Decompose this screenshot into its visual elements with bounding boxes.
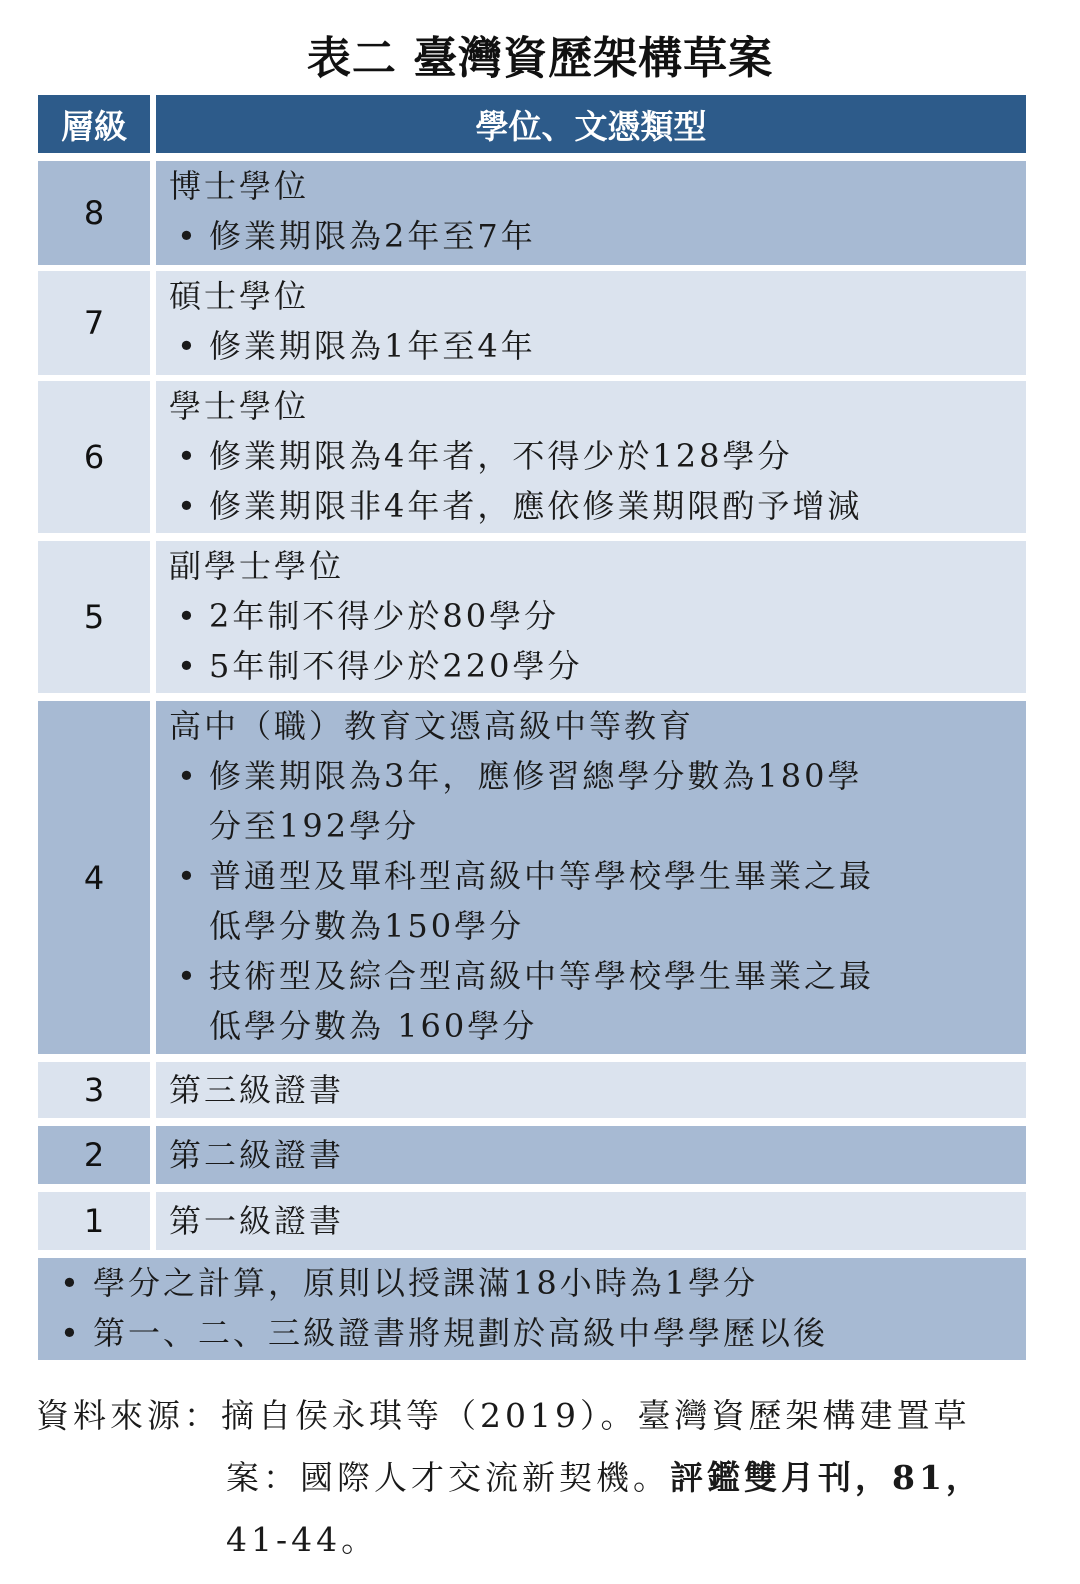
- note-item: • 學分之計算，原則以授課滿18小時為1學分: [38, 1258, 1026, 1308]
- row-bullet: • 修業期限為4年者，不得少於128學分: [169, 431, 1026, 481]
- row-bullet: • 修業期限為1年至4年: [169, 321, 1026, 371]
- row-bullet-continued: 低學分數為150學分: [209, 907, 525, 945]
- table-title: 表二 臺灣資歷架構草案: [306, 33, 774, 84]
- row-heading: 第一級證書: [169, 1202, 345, 1240]
- table-header: [38, 95, 1026, 153]
- journal-name: 評鑑雙月刊，81，: [670, 1458, 983, 1497]
- level-cell: 7: [38, 271, 150, 375]
- level-cell: 3: [38, 1062, 150, 1118]
- type-cell: [156, 161, 1026, 265]
- row-heading: 碩士學位: [169, 277, 310, 315]
- table-row: [38, 1126, 1026, 1184]
- table-row: [38, 1192, 1026, 1250]
- type-cell: [156, 1192, 1026, 1250]
- table-notes: [38, 1258, 1026, 1360]
- table-row: [38, 1062, 1026, 1118]
- row-heading: 第二級證書: [169, 1136, 345, 1174]
- type-cell: [156, 1062, 1026, 1118]
- source-citation: [36, 1385, 1036, 1571]
- type-cell: [156, 701, 1026, 1054]
- table-row: [38, 161, 1026, 265]
- note-item: • 第一、二、三級證書將規劃於高級中學學歷以後: [38, 1308, 1026, 1358]
- row-bullet: • 普通型及單科型高級中等學校學生畢業之最: [169, 851, 1026, 901]
- source-line: [36, 1447, 1036, 1509]
- source-line: 資料來源：摘自侯永琪等（2019）。臺灣資歷架構建置草: [36, 1396, 971, 1435]
- row-heading: 學士學位: [169, 387, 310, 425]
- header-level: 層級: [38, 95, 150, 153]
- source-pages: 41-44。: [226, 1520, 379, 1559]
- type-cell: [156, 541, 1026, 693]
- level-cell: 1: [38, 1192, 150, 1250]
- row-bullet: • 5年制不得少於220學分: [169, 641, 1026, 691]
- row-heading: 第三級證書: [169, 1071, 345, 1109]
- row-bullet: • 修業期限為3年，應修習總學分數為180學: [169, 751, 1026, 801]
- row-bullet-continued: 分至192學分: [209, 807, 420, 845]
- table-row: [38, 271, 1026, 375]
- row-bullet: • 修業期限非4年者，應依修業期限酌予增減: [169, 481, 1026, 531]
- row-bullet: • 2年制不得少於80學分: [169, 591, 1026, 641]
- row-heading: 副學士學位: [169, 547, 345, 585]
- level-cell: 8: [38, 161, 150, 265]
- source-text: 案：國際人才交流新契機。: [226, 1458, 670, 1497]
- row-heading: 博士學位: [169, 167, 310, 205]
- row-bullet: • 修業期限為2年至7年: [169, 211, 1026, 261]
- type-cell: [156, 271, 1026, 375]
- level-cell: 4: [38, 701, 150, 1054]
- table-row: [38, 381, 1026, 533]
- type-cell: [156, 1126, 1026, 1184]
- level-cell: 5: [38, 541, 150, 693]
- level-cell: 6: [38, 381, 150, 533]
- table-row: [38, 541, 1026, 693]
- row-heading: 高中（職）教育文憑高級中等教育: [169, 707, 695, 745]
- row-bullet-continued: 低學分數為 160學分: [209, 1007, 538, 1045]
- table-row: [38, 701, 1026, 1054]
- row-bullet: • 技術型及綜合型高級中等學校學生畢業之最: [169, 951, 1026, 1001]
- type-cell: [156, 381, 1026, 533]
- level-cell: 2: [38, 1126, 150, 1184]
- header-type: 學位、文憑類型: [156, 95, 1026, 153]
